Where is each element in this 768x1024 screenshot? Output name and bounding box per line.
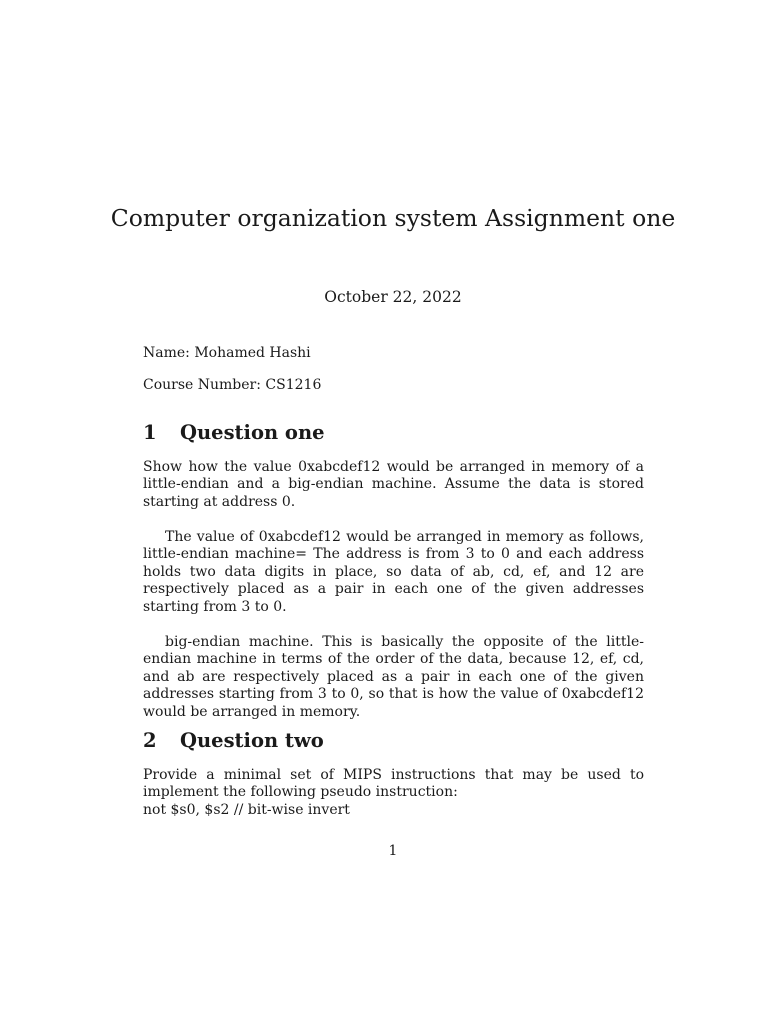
question-one-answer-little-endian: The value of 0xabcdef12 would be arranged in memory as follows, little-endian machine= The address is from 3 to 0 and each address holds two data digits in place, so data of ab, cd, ef, and 12 are respectively placed as a pair in each one of the given addresses starting from 3 to 0.: [143, 529, 644, 615]
section-heading-question-one: [143, 418, 325, 448]
document-title: Computer organization system Assignment one: [110, 204, 676, 232]
course-number: Course Number: CS1216: [143, 377, 322, 393]
section-number: 2: [143, 729, 157, 752]
question-two-pseudo-instruction: not $s0, $s2 // bit-wise invert: [143, 802, 350, 818]
question-one-prompt: Show how the value 0xabcdef12 would be arranged in memory of a little-endian and a big-endian machine. Assume the data is stored starting at address 0.: [143, 459, 644, 510]
section-title: Question two: [180, 729, 324, 752]
section-title: Question one: [180, 421, 325, 444]
author-name: Name: Mohamed Hashi: [143, 345, 311, 361]
question-one-answer-big-endian: big-endian machine. This is basically the opposite of the little-endian machine in terms of the order of the data, because 12, ef, cd, and ab are respectively placed as a pair in each one of the given addresses starting from 3 to 0, so that is how the value of 0xabcdef12 would be arranged in memory.: [143, 634, 644, 720]
page-number: 1: [388, 843, 398, 859]
section-number: 1: [143, 421, 157, 444]
section-heading-question-two: [143, 726, 324, 756]
question-two-prompt: Provide a minimal set of MIPS instructions that may be used to implement the following pseudo instruction:: [143, 767, 644, 801]
document-date: October 22, 2022: [324, 288, 462, 306]
